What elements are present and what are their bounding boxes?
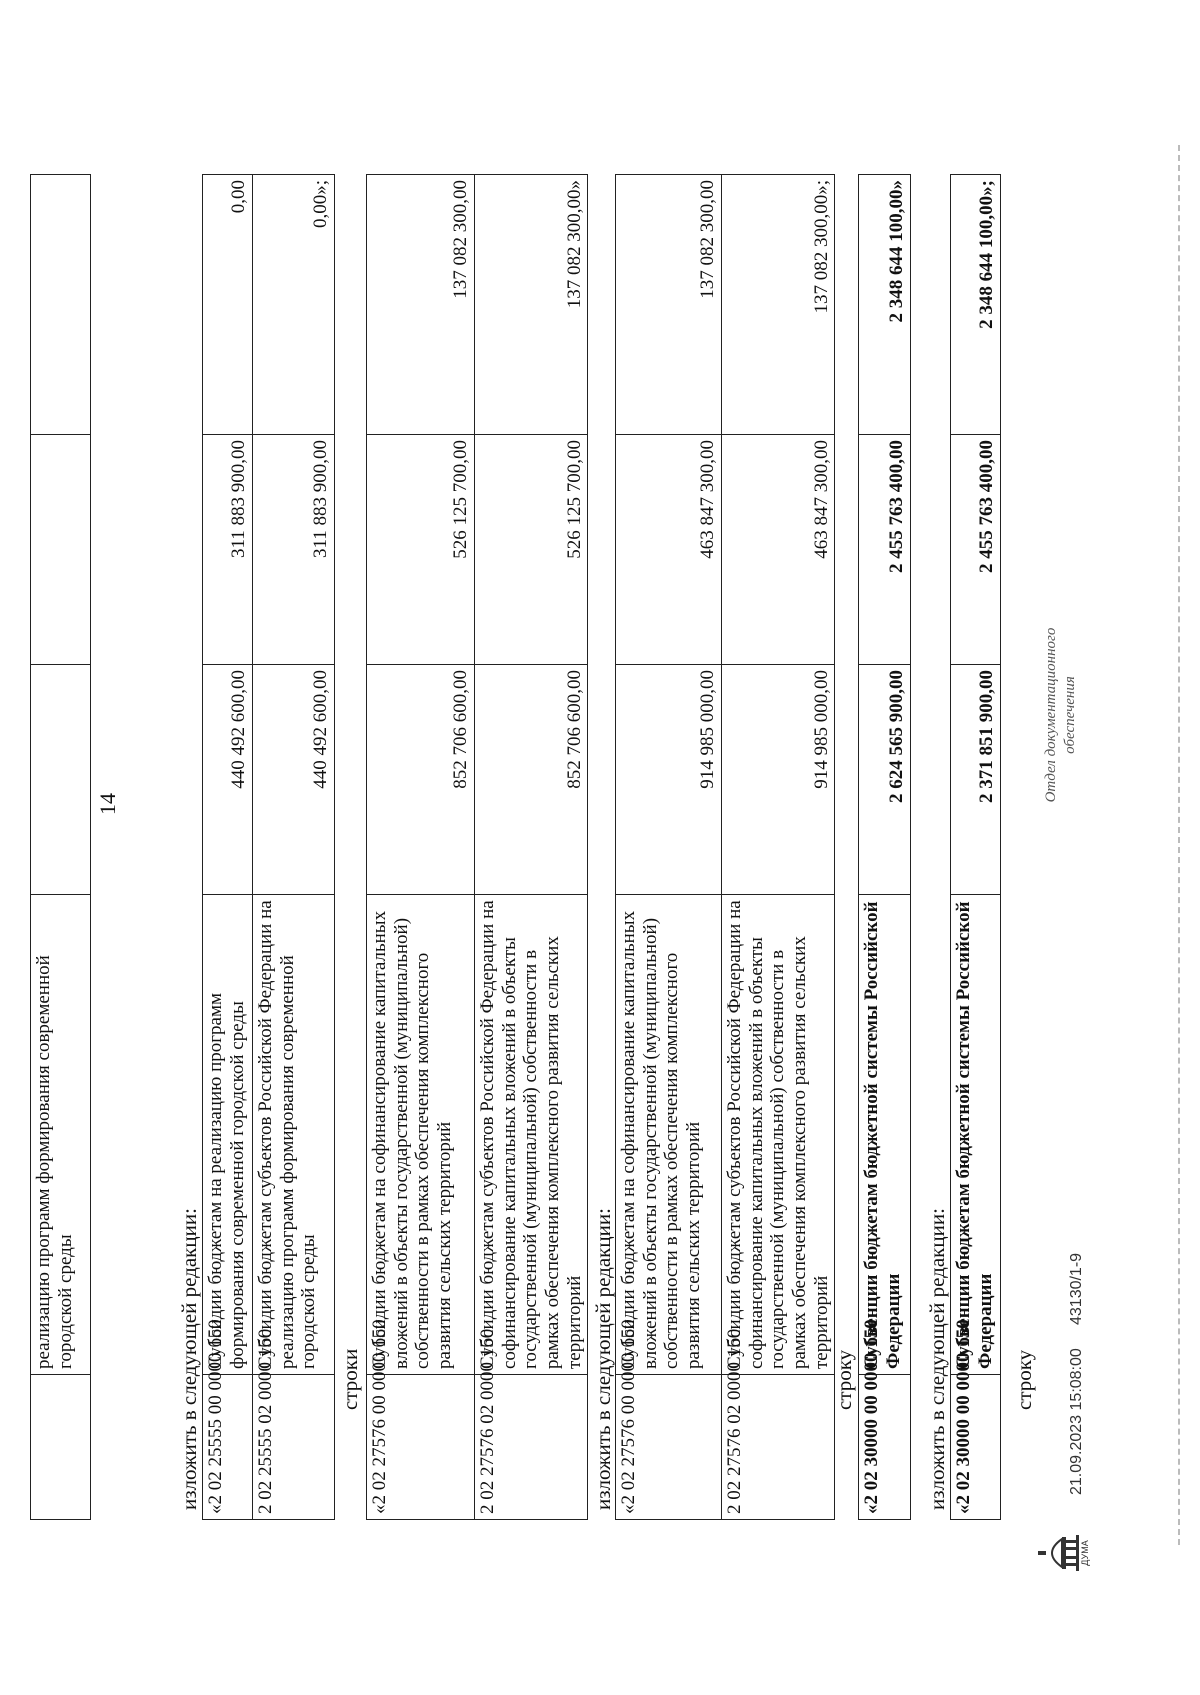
cell-text: Субсидии бюджетам на софинансирование капитальных вложений в объекты государственной (муниципальной) собственности в рамках обеспечения комплексного развития сельских территорий [616,895,722,1375]
table-row [367,175,475,1520]
cell-v2: 311 883 900,00 [203,435,253,665]
table-new-27576 [615,174,835,1520]
table-row [616,175,722,1520]
cell-v2: 463 847 300,00 [722,435,835,665]
instruction-label-4: строку [832,1349,856,1410]
cell-v1: 440 492 600,00 [253,665,335,895]
cell-v3: 137 082 300,00»; [722,175,835,435]
table-row [859,175,911,1520]
cell-code: 2 02 27576 02 0000 150 [722,1375,835,1520]
cell-v2: 526 125 700,00 [475,435,588,665]
cell-code: 2 02 25555 02 0000 150 [253,1375,335,1520]
cell-v1: 914 985 000,00 [722,665,835,895]
cell-code: «2 02 30000 00 0000 150 [859,1375,911,1520]
cell-text: Субсидии бюджетам субъектов Российской Федерации на реализацию программ формирования современной городской среды [253,895,335,1375]
cell-v3: 137 082 300,00 [367,175,475,435]
table-fragment-1 [30,174,91,1520]
table-row [253,175,335,1520]
cell-code: 2 02 27576 02 0000 150 [475,1375,588,1520]
cell-v1 [31,665,91,895]
table-row [722,175,835,1520]
cell-text: Субвенции бюджетам бюджетной системы Российской Федерации [859,895,911,1375]
instruction-label-1: изложить в следующей редакции: [177,1208,201,1510]
instruction-label-6: строку [1012,1349,1036,1410]
table-row [475,175,588,1520]
table-row [203,175,253,1520]
cell-v1: 2 371 851 900,00 [951,665,1001,895]
instruction-label-5: изложить в следующей редакции: [925,1208,949,1510]
cell-v3: 2 348 644 100,00»; [951,175,1001,435]
cell-code: «2 02 27576 00 0000 150 [367,1375,475,1520]
scan-edge-line [1178,145,1180,1545]
cell-v2: 311 883 900,00 [253,435,335,665]
cell-v3: 137 082 300,00» [475,175,588,435]
cell-v1: 852 706 600,00 [367,665,475,895]
page-number: 14 [95,793,120,815]
cell-code: «2 02 30000 00 0000 150 [951,1375,1001,1520]
cell-v3: 2 348 644 100,00» [859,175,911,435]
table-row [31,175,91,1520]
cell-code: «2 02 25555 00 0000 150 [203,1375,253,1520]
cell-v3: 0,00 [203,175,253,435]
duma-logo-icon [1038,1531,1095,1575]
cell-v2 [31,435,91,665]
table-old-27576 [366,174,588,1520]
cell-v3 [31,175,91,435]
table-new-30000 [950,174,1001,1520]
cell-v1: 914 985 000,00 [616,665,722,895]
footer-doc-number: 43130/1-9 [1068,1252,1085,1325]
cell-code: «2 02 27576 00 0000 150 [616,1375,722,1520]
cell-text: Субсидии бюджетам субъектов Российской Федерации на софинансирование капитальных вложений в объекты государственной (муниципальной) собственности в рамках обеспечения комплексного развития сельских территорий [722,895,835,1375]
instruction-label-3: изложить в следующей редакции: [591,1208,615,1510]
cell-text: Субсидии бюджетам на софинансирование капитальных вложений в объекты государственной (муниципальной) собственности в рамках обеспечения комплексного развития сельских территорий [367,895,475,1375]
stamp-line-1: Отдел документационного [1043,627,1059,803]
cell-v1: 2 624 565 900,00 [859,665,911,895]
department-stamp [1042,565,1080,865]
cell-v2: 526 125 700,00 [367,435,475,665]
table-old-25555 [202,174,335,1520]
cell-v2: 463 847 300,00 [616,435,722,665]
cell-v1: 852 706 600,00 [475,665,588,895]
cell-v1: 440 492 600,00 [203,665,253,895]
cell-v3: 0,00»; [253,175,335,435]
stamp-line-2: обеспечения [1061,676,1078,754]
cell-v3: 137 082 300,00 [616,175,722,435]
cell-code [31,1375,91,1520]
cell-text: Субсидии бюджетам на реализацию программ формирования современной городской среды [203,895,253,1375]
cell-v2: 2 455 763 400,00 [859,435,911,665]
cell-text: реализацию программ формирования современной городской среды [31,895,91,1375]
cell-text: Субсидии бюджетам субъектов Российской Федерации на софинансирование капитальных вложений в объекты государственной (муниципальной) собственности в рамках обеспечения комплексного развития сельских территорий [475,895,588,1375]
instruction-label-2: строки [338,1348,362,1410]
logo-text: ДУМА [1080,1540,1090,1566]
table-old-30000 [858,174,911,1520]
table-row [951,175,1001,1520]
cell-v2: 2 455 763 400,00 [951,435,1001,665]
cell-text: Субвенции бюджетам бюджетной системы Российской Федерации [951,895,1001,1375]
footer-datetime: 21.09.2023 15:08:00 [1068,1348,1085,1495]
